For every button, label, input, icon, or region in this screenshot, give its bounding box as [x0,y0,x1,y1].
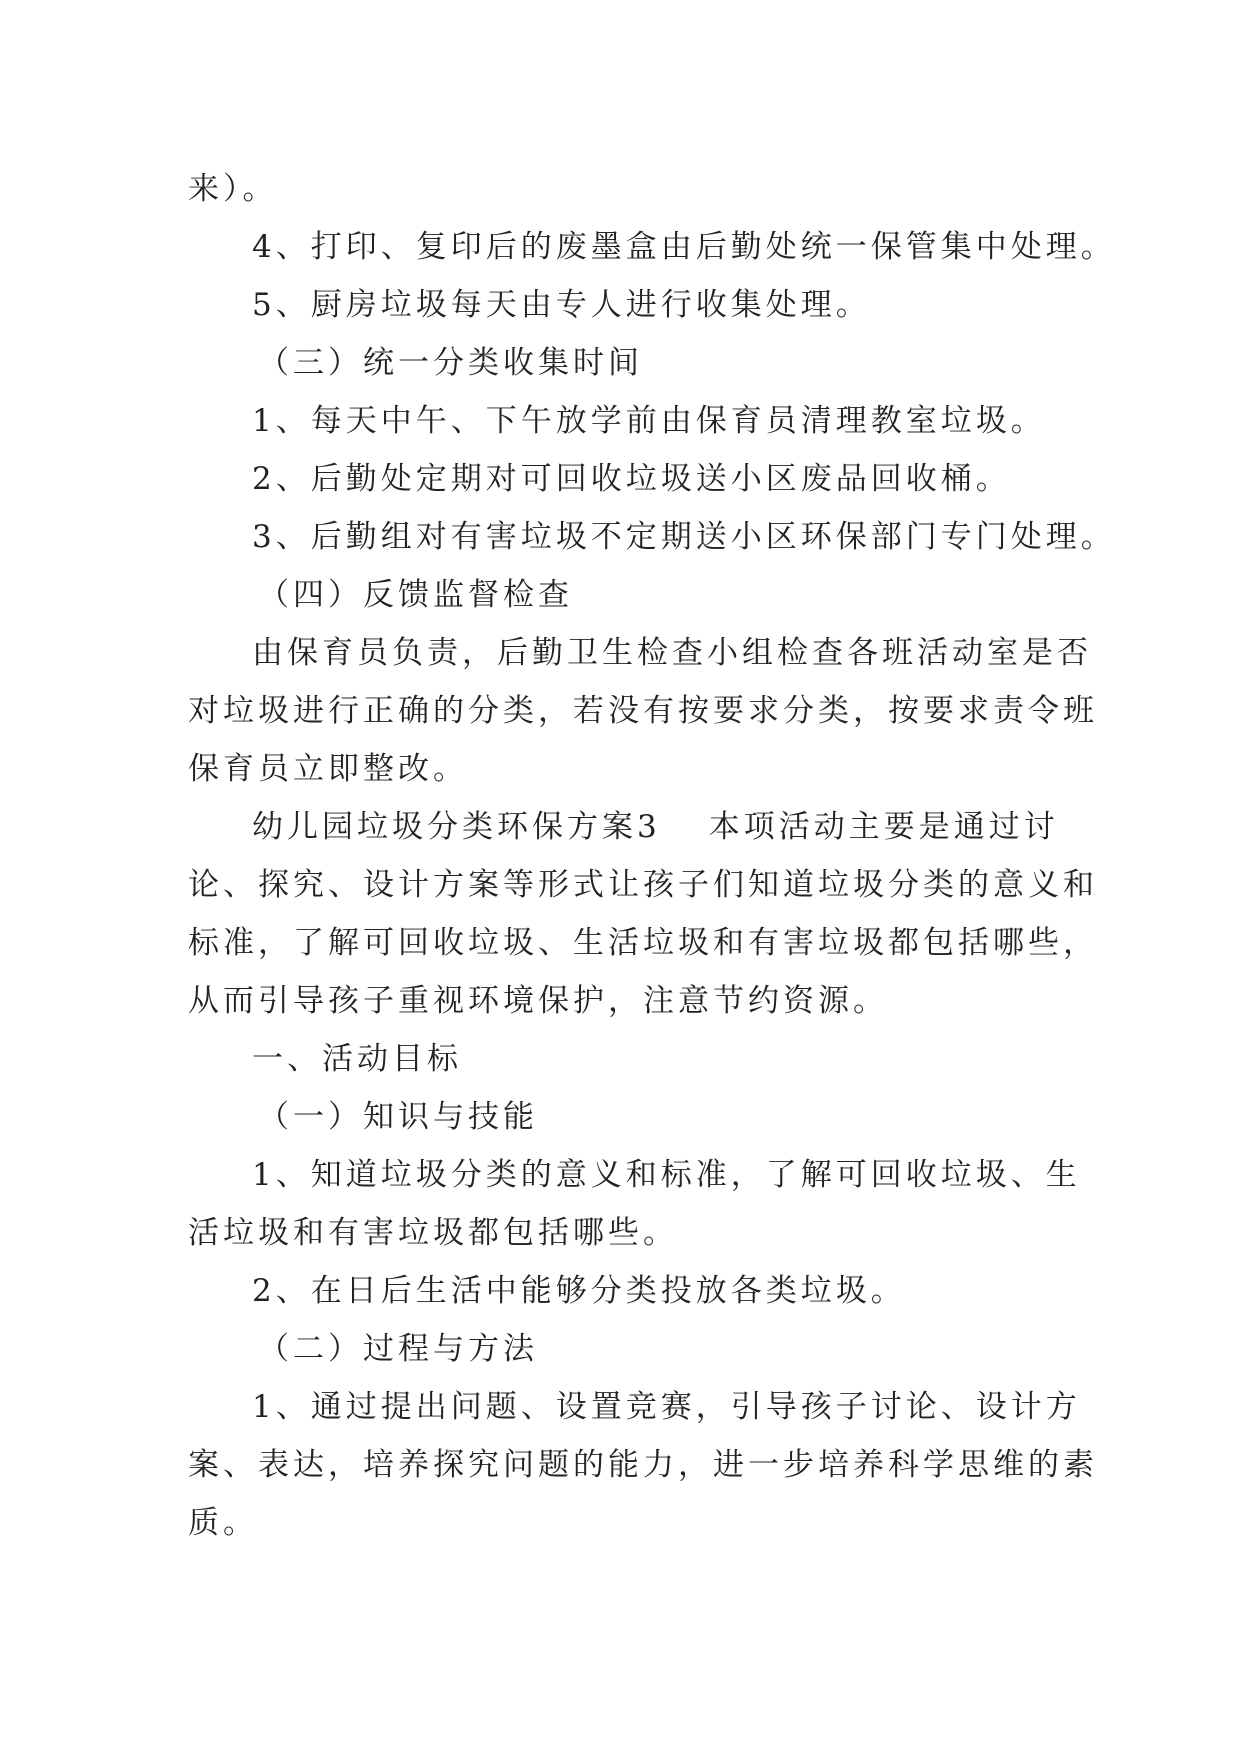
paragraph-line: 活垃圾和有害垃圾都包括哪些。 [188,1215,678,1251]
paragraph-line: 来）。 [188,171,278,207]
intro-text: 本项活动主要是通过讨 [708,809,1059,845]
section-heading: （三）统一分类收集时间 [258,345,643,381]
section-heading: （四）反馈监督检查 [258,577,573,613]
paragraph-line: 对垃圾进行正确的分类，若没有按要求分类，按要求责令班 [188,693,1098,729]
paragraph-line: 1、每天中午、下午放学前由保育员清理教室垃圾。 [252,403,1046,439]
subsection-heading: （二）过程与方法 [258,1331,538,1367]
paragraph-line: 质。 [188,1505,258,1541]
paragraph-line: 3、后勤组对有害垃圾不定期送小区环保部门专门处理。 [252,519,1116,555]
paragraph-line: 由保育员负责，后勤卫生检查小组检查各班活动室是否 [252,635,1092,671]
document-title: 幼儿园垃圾分类环保方案3 [252,809,661,845]
paragraph-line: 1、知道垃圾分类的意义和标准，了解可回收垃圾、生 [252,1157,1081,1193]
paragraph-line: 标准，了解可回收垃圾、生活垃圾和有害垃圾都包括哪些， [188,925,1098,961]
section-heading: 一、活动目标 [252,1041,462,1077]
paragraph-line: 案、表达，培养探究问题的能力，进一步培养科学思维的素 [188,1447,1098,1483]
paragraph-line: 2、后勤处定期对可回收垃圾送小区废品回收桶。 [252,461,1011,497]
document-body [188,160,1116,1552]
paragraph-line: 4、打印、复印后的废墨盒由后勤处统一保管集中处理。 [252,229,1116,265]
document-title-line [188,798,1088,856]
subsection-heading: （一）知识与技能 [258,1099,538,1135]
paragraph-line: 2、在日后生活中能够分类投放各类垃圾。 [252,1273,906,1309]
paragraph-line: 论、探究、设计方案等形式让孩子们知道垃圾分类的意义和 [188,867,1098,903]
paragraph-line: 从而引导孩子重视环境保护，注意节约资源。 [188,983,888,1019]
paragraph-line: 5、厨房垃圾每天由专人进行收集处理。 [252,287,871,323]
paragraph-line: 保育员立即整改。 [188,751,468,787]
paragraph-line: 1、通过提出问题、设置竞赛，引导孩子讨论、设计方 [252,1389,1081,1425]
